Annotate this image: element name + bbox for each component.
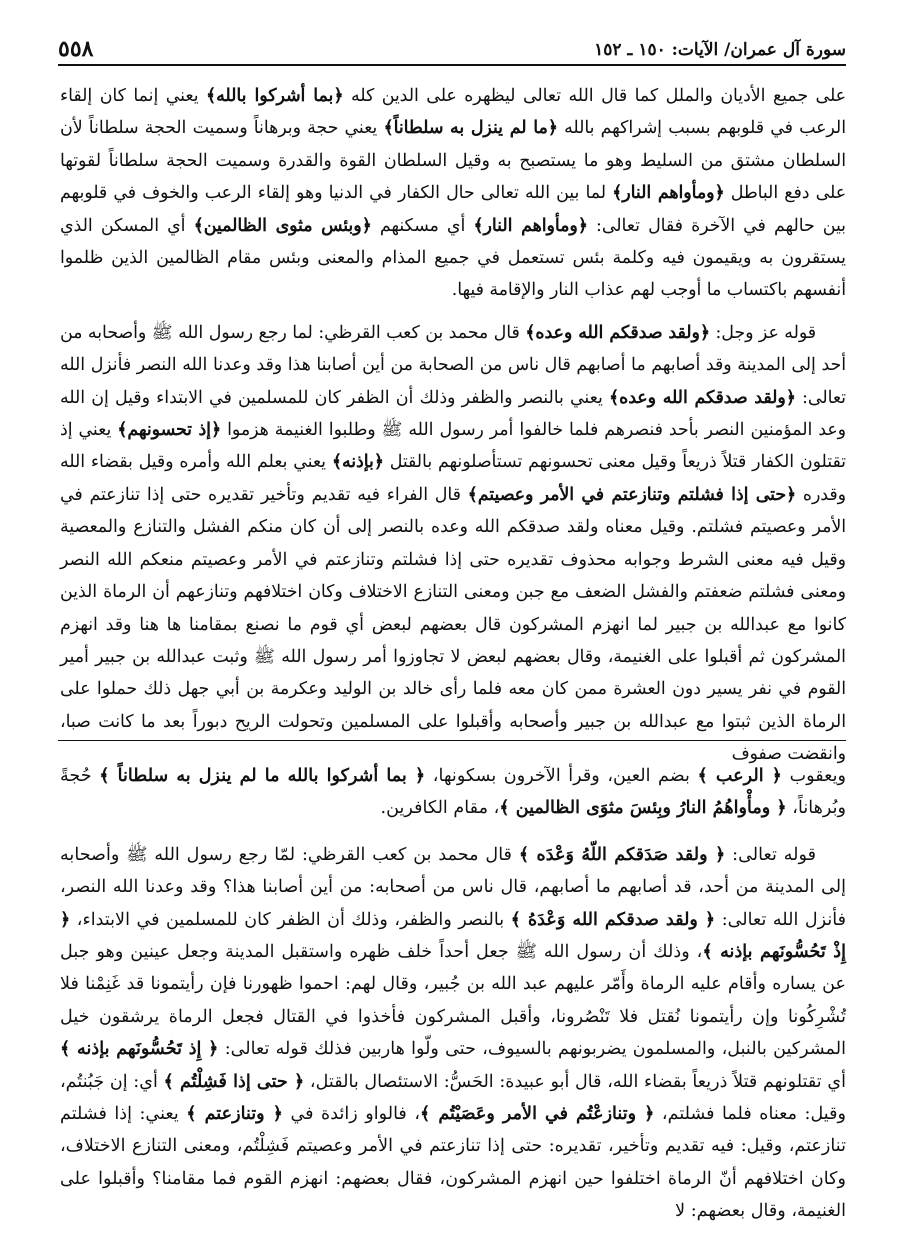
text-run: يعني حجة وبرهاناً وسميت الحجة سلطاناً لأن السلطان مشتق من السليط وهو ما يستصبح به وقيل السلطان القوة والقدرة وسميت الحجة سلطاناً لقوتها على دفع الباطل	[60, 118, 847, 204]
commentary-text	[60, 760, 846, 1228]
commentary-paragraph	[60, 839, 846, 1228]
text-run: ويعقوب	[782, 766, 846, 786]
quranic-quote: ﴿ولقد صدقكم الله وعده﴾	[525, 322, 710, 343]
quranic-quote: ﴿بإذنه﴾	[331, 452, 384, 473]
section-divider	[58, 740, 846, 741]
page-number: ٥٥٨	[58, 36, 94, 62]
text-run: حُجةً وبُرهاناً،	[60, 766, 846, 819]
main-paragraph	[60, 80, 846, 307]
text-run: أي: إن جَبُنتُم، وقيل: معناه فلما فشلتم،	[60, 1071, 847, 1125]
quranic-quote: ﴿ وتنازعتم ﴾	[186, 1103, 283, 1125]
text-run: يعني إنما كان إلقاء الرعب في قلوبهم بسبب إشراكهم بالله	[60, 86, 846, 139]
text-run: بالنصر والظفر، وذلك أن الظفر كان للمسلمين في الابتداء،	[70, 909, 511, 930]
text-run: قوله عز وجل:	[709, 322, 817, 343]
quranic-quote: ﴿حتى إذا فشلتم وتنازعتم في الأمر وعصيتم﴾	[467, 484, 797, 505]
quranic-quote: ﴿ ولقد صَدَقكم اللّهُ وَعْدَه ﴾	[518, 843, 726, 865]
running-title: سورة آل عمران/ الآيات: ١٥٠ ـ ١٥٢	[594, 40, 846, 60]
quranic-quote: ﴿وبئس مثوى الظالمين﴾	[193, 215, 372, 236]
text-run: على جميع الأديان والملل كما قال الله تعالى ليظهره على الدين كله	[343, 86, 846, 106]
text-run: أي المسكن الذي يستقرون به ويقيمون فيه وكلمة بئس تستعمل في جميع المذام والمعنى وبئس مقام الظالمين الذين ظلموا أنفسهم باكتساب ما أوجب لهم عذاب النار والإقامة فيها.	[60, 215, 846, 301]
text-run: قال محمد بن كعب القرظي: لمّا رجع رسول الله ﷺ وأصحابه إلى المدينة من أحد، قد أصابهم ما أصابهم، قال ناس من أصحابه: من أين أصابنا هذا؟ وقد وعدنا الله النصر، فأنزل الله تعالى:	[60, 844, 846, 930]
quranic-quote: ﴿ومأواهم النار﴾	[612, 183, 725, 204]
main-paragraph	[60, 317, 846, 771]
quranic-quote: ﴿ إِذ تَحُسُّونَهم بإذنه ﴾	[60, 1038, 219, 1060]
text-run: قال الفراء فيه تقديم وتأخير تقديره حتى إذا تنازعتم في الأمر وعصيتم فشلتم. وقيل معناه ولقد صدقكم الله وعده بالنصر إلى أن كان منكم الفشل والتنازع والمعصية وقيل فيه معنى الشرط وجوابه محذوف تقديره حتى إذا فشلتم وتنازعتم في الأمر وعصيتم منعكم الله النصر ومعنى فشلتم ضعفتم والفشل الضعف مع جبن ومعنى التنازع الاختلاف وكان اختلافهم وتنازعهم أن الرماة الذين كانوا مع عبدالله بن جبير لما انهزم المشركون قال بعضهم لبعض أي قوم ما نصنع بمقامنا ها هنا وقد انهزم المشركون ثم أقبلوا على الغنيمة، وقال بعضهم لبعض لا تجاوزوا أمر رسول الله ﷺ وثبت عبدالله بن جبير أمير القوم في نفر يسير دون العشرة ممن كان معه فلما رأى خالد بن الوليد وعكرمة بن أبي جهل ذلك حملوا على الرماة الذين ثبتوا مع عبدالله بن جبير وأصحابه وأقبلوا على المسلمين وتحولت الريح دبوراً بعد ما كانت صبا، وانقضت صفوف	[60, 484, 846, 765]
text-run: بضم العين، وقرأ الآخرون بسكونها،	[425, 766, 698, 786]
quranic-quote: ﴿ومأواهم النار﴾	[473, 215, 588, 236]
quranic-quote: ﴿بما أشركوا بالله﴾	[206, 86, 344, 106]
quranic-quote: ﴿ولقد صدقكم الله وعده﴾	[609, 387, 796, 408]
commentary-paragraph	[60, 760, 846, 825]
quranic-quote: ﴿ ومأْواهُمُ النارُ وبِئسَ مثوَى الظالمين ﴾	[499, 797, 787, 819]
text-run: يعني بعلم الله وأمره وقيل بقضاء الله وقدره	[60, 452, 846, 505]
text-run: قوله تعالى:	[725, 844, 816, 865]
quranic-quote: ﴿ إِذْ تَحُسُّونَهم بإذنه ﴾	[60, 908, 846, 963]
text-run: أي تقتلونهم قتلاً ذريعاً بقضاء الله، قال أبو عبيدة: الحَسُّ: الاستئصال بالقتل،	[304, 1071, 846, 1092]
page-header	[58, 30, 846, 66]
text-run: قال محمد بن كعب القرظي: لما رجع رسول الله ﷺ وأصحابه من أحد إلى المدينة وقد أصابهم ما أصابهم قال ناس من الصحابة من أين أصابنا هذا وقد وعدنا الله النصر فأنزل الله تعالى:	[60, 322, 846, 408]
quranic-quote: ﴿ بما أشركوا بالله ما لم ينزل به سلطاناً ﴾	[99, 765, 426, 786]
text-run: ، مقام الكافرين.	[380, 798, 500, 819]
text-run: ، وذلك أن رسول الله ﷺ جعل أحداً خلف ظهره واستقبل المدينة وجعل عينين وهو جبل عن يساره وأقام عليه الرماة وأَمّر عليهم عبد الله بن جُبير، وقال لهم: احموا ظهورنا فإن رأيتمونا قد غَنِمْنا فلا تُشْرِكُونا وإن رأيتمونا نُقتل فلا تَنْصُرونا، وأقبل المشركون فأخذوا في القتال فجعل الرماة يرشقون خيل المشركين بالنبل، والمسلمون يضربونهم بالسيوف، حتى ولّوا هاربين فذلك قوله تعالى:	[60, 942, 847, 1060]
quranic-quote: ﴿ ولقد صدقكم الله وَعْدَهُ ﴾	[510, 908, 716, 930]
text-run: ، فالواو زائدة في	[283, 1104, 420, 1125]
quranic-quote: ﴿ حتى إذا فَشِلْتُم ﴾	[163, 1070, 305, 1092]
quranic-quote: ﴿إذ تحسونهم﴾	[117, 420, 222, 441]
main-text	[60, 80, 846, 771]
text-run: يعني إذ تقتلون الكفار قتلاً ذريعاً وقيل معنى تحسونهم تستأصلونهم بالقتل	[60, 420, 846, 473]
quranic-quote: ﴿ الرعب ﴾	[697, 765, 782, 786]
text-run: يعني بالنصر والظفر وذلك أن الظفر كان للمسلمين في الابتداء وقيل إن الله وعد المؤمنين النصر بأحد فنصرهم فلما خالفوا أمر رسول الله ﷺ وطلبوا الغنيمة هزموا	[60, 387, 846, 441]
text-run: يعني: إذا فشلتم تنازعتم، وقيل: فيه تقديم وتأخير، تقديره: حتى إذا تنازعتم في الأمر وعصيتم فَشِلْتُم، ومعنى التنازع الاختلاف، وكان اختلافهم أنّ الرماة اختلفوا حين انهزم المشركون، فقال بعضهم: انهزم القوم فما مقامنا؟ وأقبلوا على الغنيمة، وقال بعضهم: لا	[60, 1104, 846, 1222]
text-run: أي مسكنهم	[371, 215, 474, 236]
text-run: لما بين الله تعالى حال الكفار في الدنيا وهو إلقاء الرعب والخوف في قلوبهم بين حالهم في الآخرة فقال تعالى:	[60, 183, 846, 236]
quranic-quote: ﴿ما لم ينزل به سلطاناً﴾	[383, 118, 558, 139]
quranic-quote: ﴿ وتنازعْتُم في الأمر وعَصَيْتُم ﴾	[420, 1103, 655, 1125]
